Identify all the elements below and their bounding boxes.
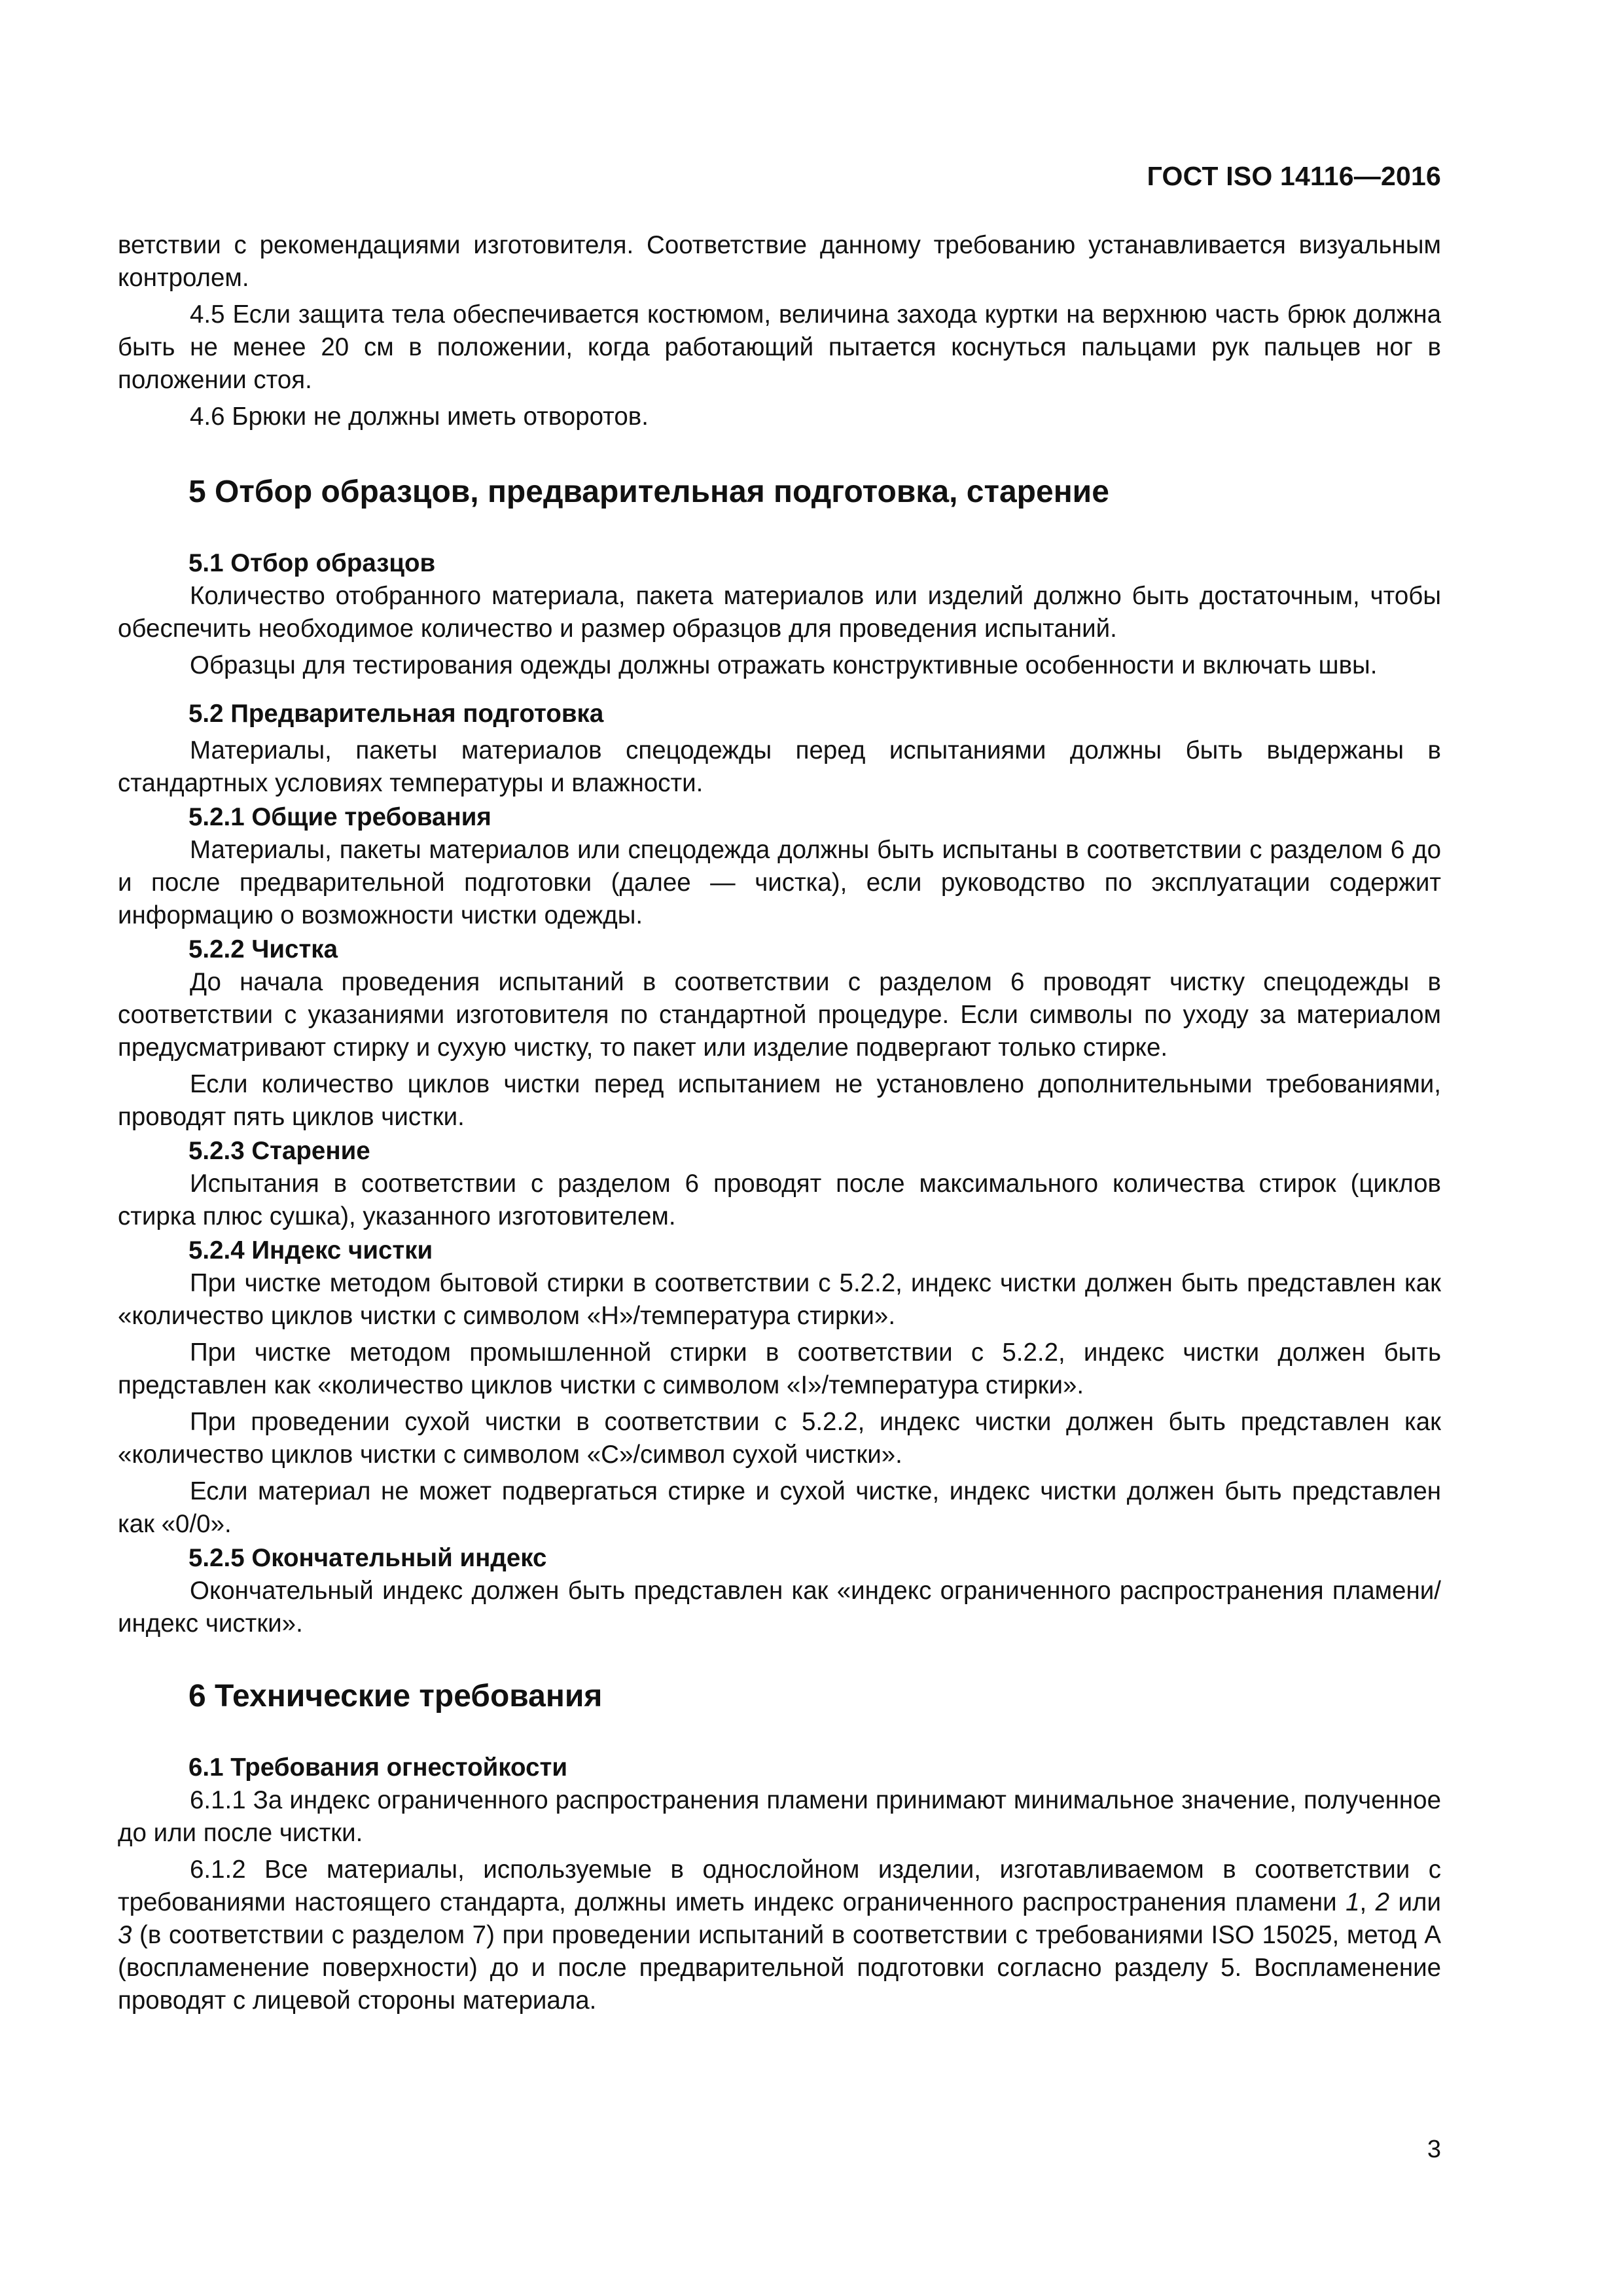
section-6-title: 6 Технические требования [188,1679,603,1713]
paragraph-5-2-2-b: Если количество циклов чистки перед испытанием не установлено дополнительными требованиями, проводят пять циклов чистки. [118,1070,1441,1131]
section-5-2-4-title: 5.2.4 Индекс чистки [188,1236,433,1265]
paragraph-5-2-5: Окончательный индекс должен быть представлен как «индекс ограниченного распространения пламени/индекс чистки». [118,1577,1441,1638]
paragraph-5-2: Материалы, пакеты материалов спецодежды перед испытаниями должны быть выдержаны в стандартных условиях температуры и влажности. [118,736,1441,797]
page-number: 3 [1427,2136,1441,2163]
paragraph-5-1-1: Количество отобранного материала, пакета материалов или изделий должно быть достаточным, чтобы обеспечить необходимое количество и размер образцов для проведения испытаний. [118,582,1441,643]
standard-header: ГОСТ ISO 14116—2016 [1147,161,1441,191]
paragraph-6-1-2-tail: (в соответствии с разделом 7) при проведении испытаний в соответствии с требованиями ISO 15025, метод А (воспламенение поверхности) до и после предварительной подготовки согласно разделу 5. Воспламенение проводят с лицевой стороны материала. [118,1921,1441,2015]
section-5-1-title: 5.1 Отбор образцов [188,549,436,577]
section-5-2-5-title: 5.2.5 Окончательный индекс [188,1544,547,1572]
separator-comma: , [1359,1888,1376,1916]
section-5-2-title: 5.2 Предварительная подготовка [188,700,604,728]
paragraph-5-2-3: Испытания в соответствии с разделом 6 проводят после максимального количества стирок (циклов стирка плюс сушка), указанного изготовителем. [118,1170,1441,1230]
section-6-1-title: 6.1 Требования огнестойкости [188,1753,568,1782]
paragraph-4-5: 4.5 Если защита тела обеспечивается костюмом, величина захода куртки на верхнюю часть брюк должна быть не менее 20 см в положении, когда работающий пытается коснуться пальцами рук пальцев ног в положении стоя. [118,300,1441,394]
index-value-1: 1 [1346,1888,1360,1916]
paragraph-5-2-4-b: При чистке методом промышленной стирки в соответствии с 5.2.2, индекс чистки должен быть представлен как «количество циклов чистки с символом «I»/температура стирки». [118,1338,1441,1399]
paragraph-5-2-2-a: До начала проведения испытаний в соответствии с разделом 6 проводят чистку спецодежды в соответствии с указаниями изготовителя по стандартной процедуре. Если символы по уходу за материалом предусматривают стирку и сухую чистку, то пакет или изделие подвергают только стирке. [118,968,1441,1062]
paragraph-6-1-2-lead: 6.1.2 Все материалы, используемые в однослойном изделии, изготавливаемом в соответствии с требованиями настоящего стандарта, должны иметь индекс ограниченного распространения пламени [118,1856,1441,1916]
section-5-title: 5 Отбор образцов, предварительная подготовка, старение [188,475,1109,509]
index-value-3: 3 [118,1921,132,1949]
paragraph-continued: ветствии с рекомендациями изготовителя. Соответствие данному требованию устанавливается визуальным контролем. [118,231,1441,292]
paragraph-6-1-1: 6.1.1 За индекс ограниченного распространения пламени принимают минимальное значение, полученное до или после чистки. [118,1786,1441,1847]
index-value-2: 2 [1375,1888,1390,1916]
section-5-2-2-title: 5.2.2 Чистка [188,935,338,963]
paragraph-6-1-2 [118,1854,1441,2017]
paragraph-5-2-4-d: Если материал не может подвергаться стирке и сухой чистке, индекс чистки должен быть представлен как «0/0». [118,1477,1441,1538]
document-body [118,229,1441,2017]
paragraph-5-2-4-a: При чистке методом бытовой стирки в соответствии с 5.2.2, индекс чистки должен быть представлен как «количество циклов чистки с символом «H»/температура стирки». [118,1269,1441,1330]
paragraph-4-6: 4.6 Брюки не должны иметь отворотов. [190,403,649,431]
paragraph-5-1-2: Образцы для тестирования одежды должны отражать конструктивные особенности и включать швы. [190,651,1378,679]
separator-or: или [1389,1888,1441,1916]
paragraph-5-2-1: Материалы, пакеты материалов или спецодежда должны быть испытаны в соответствии с разделом 6 до и после предварительной подготовки (далее — чистка), если руководство по эксплуатации содержит информацию о возможности чистки одежды. [118,836,1441,929]
paragraph-5-2-4-c: При проведении сухой чистки в соответствии с 5.2.2, индекс чистки должен быть представлен как «количество циклов чистки с символом «С»/символ сухой чистки». [118,1408,1441,1469]
section-5-2-1-title: 5.2.1 Общие требования [188,803,491,831]
section-5-2-3-title: 5.2.3 Старение [188,1137,370,1165]
